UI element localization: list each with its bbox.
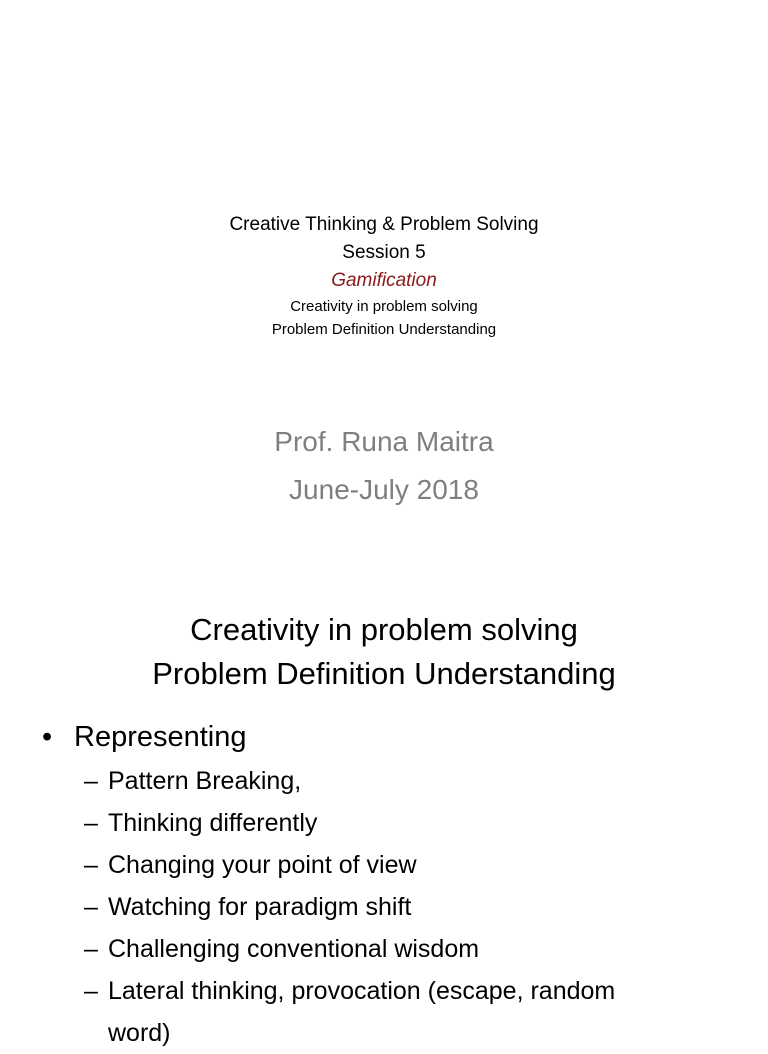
slide-2 — [0, 576, 768, 1047]
sub-bullet-item — [84, 760, 742, 802]
slide-1-subtitle — [0, 418, 768, 514]
sub-bullet-text: Changing your point of view — [108, 851, 417, 879]
sub-bullet-list — [84, 760, 742, 1054]
sub-bullet-text: Lateral thinking, provocation (escape, random — [108, 977, 616, 1005]
sub-bullet-text: Watching for paradigm shift — [108, 893, 412, 921]
sub-bullet-text: Pattern Breaking, — [108, 767, 302, 795]
sub-bullet-text: Thinking differently — [108, 809, 318, 837]
topic-line-2: Problem Definition Understanding — [271, 321, 497, 338]
slide-1-title — [0, 211, 768, 341]
bullet-item — [42, 714, 742, 760]
dash-icon: – — [84, 935, 98, 963]
dash-icon: – — [84, 809, 98, 837]
sub-bullet-item — [84, 802, 742, 844]
sub-bullet-item — [84, 970, 742, 1012]
bullet-dot-icon: • — [42, 721, 53, 753]
slide-2-title — [0, 608, 768, 696]
presenter-name: Prof. Runa Maitra — [274, 426, 494, 457]
dash-icon: – — [84, 851, 98, 879]
dash-icon: – — [84, 893, 98, 921]
sub-bullet-item — [84, 928, 742, 970]
slide-2-title-line-1: Creativity in problem solving — [190, 612, 578, 647]
session-label: Session 5 — [342, 242, 426, 263]
sub-bullet-text: Challenging conventional wisdom — [108, 935, 480, 963]
bullet-text: Representing — [74, 721, 247, 753]
topic-line-1: Creativity in problem solving — [290, 298, 478, 315]
sub-bullet-overflow-text: word) — [108, 1019, 171, 1047]
dash-icon: – — [84, 767, 98, 795]
sub-bullet-item — [84, 844, 742, 886]
topic-gamification: Gamification — [331, 270, 437, 291]
course-title: Creative Thinking & Problem Solving — [229, 214, 539, 235]
sub-bullet-continuation — [84, 1012, 742, 1054]
bullet-list — [42, 714, 742, 1054]
slide-2-title-line-2: Problem Definition Understanding — [152, 656, 616, 691]
dash-icon: – — [84, 977, 98, 1005]
sub-bullet-item — [84, 886, 742, 928]
presentation-date: June-July 2018 — [289, 474, 479, 505]
